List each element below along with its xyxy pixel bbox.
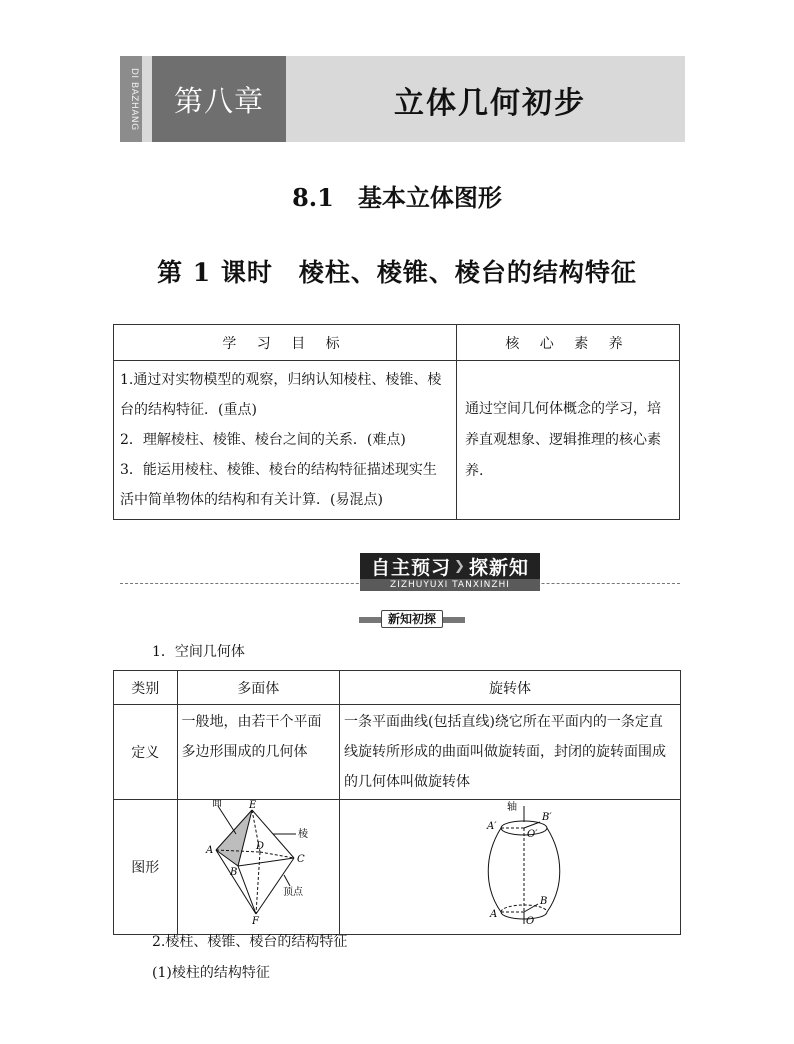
octahedron-figure bbox=[178, 800, 332, 930]
point-label: D bbox=[255, 841, 264, 852]
point-label: E bbox=[248, 800, 256, 811]
chapter-side-text: DI BAZHANG bbox=[129, 67, 139, 131]
point-label: A bbox=[490, 909, 498, 920]
chevron-right-icon: ❯ bbox=[454, 558, 466, 574]
literacy-cell: 通过空间几何体概念的学习，培养直观想象、逻辑推理的核心素养. bbox=[457, 361, 680, 520]
col-rotation: 旋转体 bbox=[340, 671, 681, 705]
strip-label-right: 探新知 bbox=[468, 556, 529, 579]
point-label: B bbox=[229, 867, 237, 878]
item-heading-3: (1)棱柱的结构特征 bbox=[152, 965, 270, 981]
point-label: C bbox=[296, 854, 305, 865]
section-strip bbox=[360, 553, 540, 579]
lesson-title: 第 1 课时 棱柱、棱锥、棱台的结构特征 bbox=[157, 258, 637, 287]
definition-label: 定义 bbox=[114, 705, 178, 800]
shaded-face bbox=[216, 810, 252, 866]
tag-label: 新知初探 bbox=[381, 610, 443, 628]
objectives-cell bbox=[114, 361, 457, 520]
vertex-label: 顶点 bbox=[282, 887, 303, 898]
point-label: B′ bbox=[542, 812, 552, 823]
rotation-definition: 一条平面曲线(包括直线)绕它所在平面内的一条定直线旋转所形成的曲面叫做旋转面，封闭的旋转面围成的几何体叫做旋转体 bbox=[340, 705, 681, 800]
point-label: B bbox=[540, 896, 548, 907]
objective-item: 3．能运用棱柱、棱锥、棱台的结构特征描述现实生活中简单物体的结构和有关计算．(易混点) bbox=[120, 462, 437, 508]
point-label: A bbox=[205, 845, 213, 856]
rotation-figure-cell bbox=[340, 800, 681, 935]
polyhedron-definition: 一般地，由若干个平面多边形围成的几何体 bbox=[177, 705, 339, 800]
item-heading-1: 1．空间几何体 bbox=[152, 644, 245, 660]
col-polyhedron: 多面体 bbox=[177, 671, 339, 705]
chapter-side-tab bbox=[120, 56, 142, 142]
col-category: 类别 bbox=[114, 671, 178, 705]
section-title: 8.1 基本立体图形 bbox=[292, 183, 502, 212]
objective-item: 2．理解棱柱、棱锥、棱台之间的关系．(难点) bbox=[120, 432, 406, 448]
strip-subtitle: ZIZHUYUXI TANXINZHI bbox=[360, 579, 540, 591]
chapter-title: 立体几何初步 bbox=[394, 86, 586, 121]
item-heading-2: 2.棱柱、棱锥、棱台的结构特征 bbox=[152, 934, 348, 950]
polyhedron-figure-cell bbox=[177, 800, 339, 935]
face-label: 面 bbox=[211, 800, 222, 809]
barrel-figure bbox=[340, 800, 680, 930]
strip-label-left: 自主预习 bbox=[371, 556, 452, 579]
point-label: O′ bbox=[527, 829, 538, 840]
objectives-header: 学 习 目 标 bbox=[114, 325, 457, 361]
chapter-number: 第八章 bbox=[152, 56, 286, 142]
point-label: A′ bbox=[487, 821, 497, 832]
axis-label: 轴 bbox=[507, 802, 517, 813]
solids-table bbox=[113, 670, 681, 935]
objectives-table bbox=[113, 324, 680, 520]
point-label: O bbox=[526, 916, 535, 927]
objective-item: 1.通过对实物模型的观察，归纳认知棱柱、棱锥、棱台的结构特征．(重点) bbox=[120, 372, 442, 418]
figure-label: 图形 bbox=[114, 800, 178, 935]
subsection-tag bbox=[359, 610, 465, 628]
edge-label: 棱 bbox=[297, 829, 308, 840]
point-label: F bbox=[251, 916, 259, 927]
literacy-header: 核 心 素 养 bbox=[457, 325, 680, 361]
